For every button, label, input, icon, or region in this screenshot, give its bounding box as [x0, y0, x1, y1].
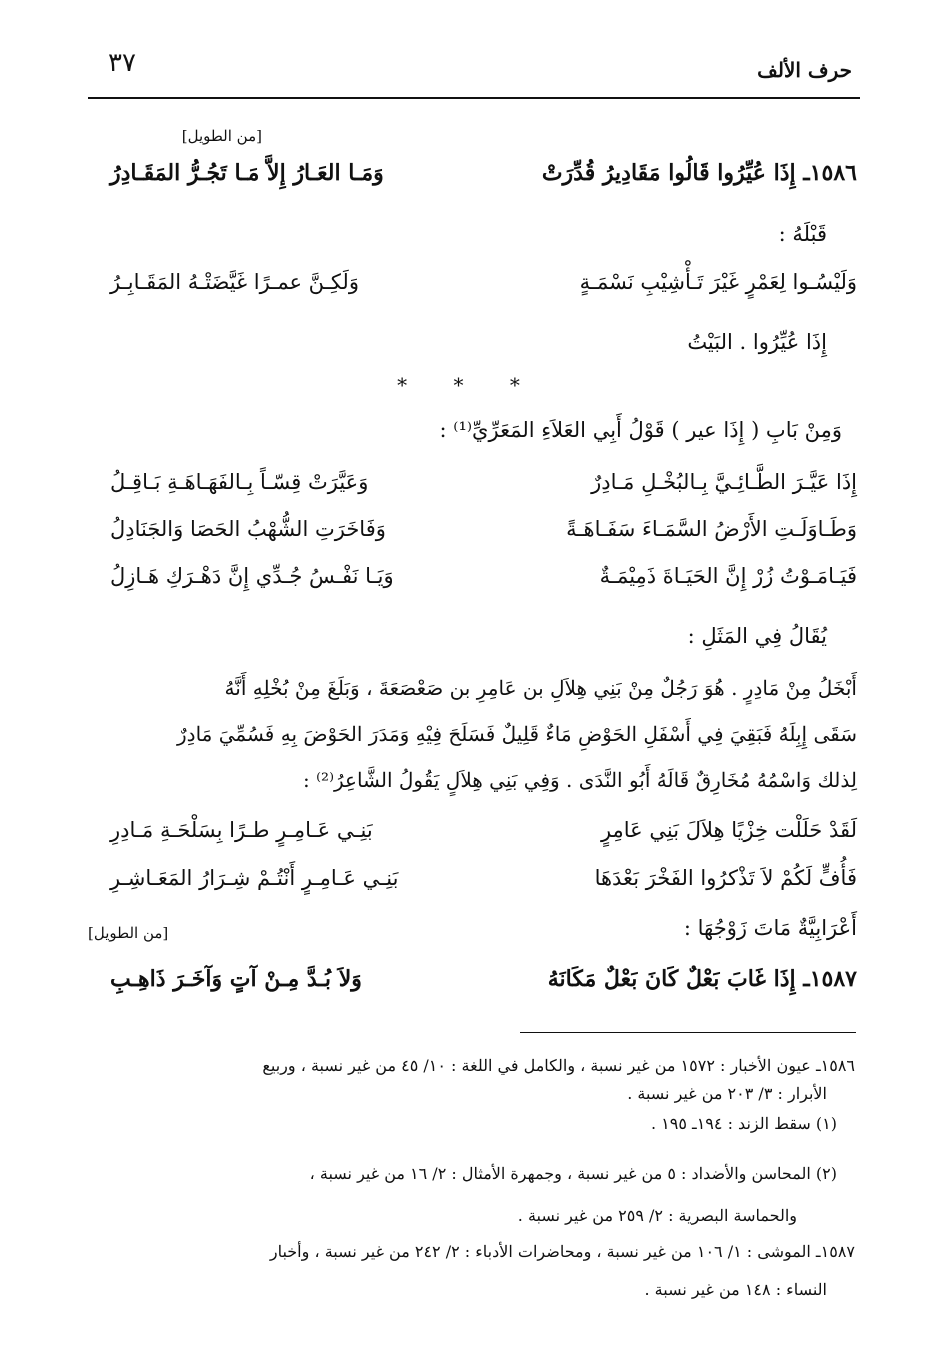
- hemistich-left: وَمَـا العَـارُ إِلاَّ مَـا تَجُـرُّ المَقَـادِرُ: [110, 160, 384, 186]
- hemistich-left: وَلَكِـنَّ عمـرًا غَيَّضَتْـهُ المَقَـابِـرُ: [110, 270, 359, 294]
- running-title: حرف الألف: [757, 58, 852, 82]
- verse-1587: [80, 966, 857, 1002]
- hemistich-right: إِذَا عَيَّـرَ الطَّـائِـيَّ بِـالبُخْـلِ مَـادِرٌ: [591, 470, 857, 494]
- idha-line: إِذَا عُيِّرُوا . البَيْتُ: [687, 330, 827, 354]
- footnote-1586-line-2: الأبرار : ٣/ ٢٠٣ من غير نسبة .: [627, 1084, 827, 1103]
- hemistich-right: وَطَـاوَلَـتِ الأَرْضُ السَّمَـاءَ سَفَـاهَـةً: [566, 517, 857, 541]
- footnote-2-line-2: والحماسة البصرية : ٢/ ٢٥٩ من غير نسبة .: [517, 1206, 797, 1225]
- meter-label: [من الطويل]: [181, 127, 262, 145]
- maarri-verse-2: [80, 517, 857, 553]
- maarri-intro: وَمِنْ بَابِ ( إِذَا عير ) قَوْلُ أَبِي العَلاَءِ المَعَرِّيِّ⁽¹⁾ :: [439, 418, 842, 442]
- mathal-para-line-1: أَبْخَلُ مِنْ مَادِرٍ . هُوَ رَجُلٌ مِنْ بَنِي هِلاَلِ بن عَامِرِ بن صَعْصَعَةَ ، وَبَلَغَ مِنْ بُخْلِهِ أَنَّهُ: [224, 676, 857, 700]
- hilal-verse-2: [80, 866, 857, 902]
- verse-1586: [80, 160, 857, 196]
- header-rule: [88, 97, 860, 99]
- mathal-para-line-2: سَقَى إِبِلَهُ فَبَقِيَ فِي أَسْفَلِ الحَوْضِ مَاءٌ قَلِيلٌ فَسَلَحَ فِيْهِ وَمَدَرَ الحَوْضَ بِهِ فَسُمِّيَ مَادِرٌ: [177, 722, 857, 746]
- footnote-1587-line-1: ١٥٨٧ـ الموشى : ١/ ١٠٦ من غير نسبة ، ومحاضرات الأدباء : ٢/ ٢٤٢ من غير نسبة ، وأخبار: [269, 1242, 855, 1261]
- hemistich-left: بَنِـي عَـامِـرٍ طـرًا بِسَلْحَـةِ مَـادِرِ: [110, 818, 373, 842]
- hemistich-right: وَلَيْسُـوا لِعَمْرٍ غَيْرَ تَـأْشِيْبِ نَسْمَـةٍ: [579, 270, 857, 294]
- hemistich-right: لَقَدْ حَلَلْت خِزْيًا هِلاَلَ بَنِي عَامِرٍ: [600, 818, 857, 842]
- footnote-2-line-1: (٢) المحاسن والأضداد : ٥ من غير نسبة ، وجمهرة الأمثال : ٢/ ١٦ من غير نسبة ،: [309, 1164, 837, 1183]
- qablahu-line: قَبْلَهُ :: [778, 222, 827, 246]
- verse-prev: [80, 270, 857, 306]
- page-number: ٣٧: [108, 48, 136, 78]
- arabiyya-line: أَعْرَابِيَّةٌ مَاتَ زَوْجُهَا :: [683, 916, 857, 940]
- section-stars: * * *: [397, 373, 540, 397]
- footnote-1586-line-1: ١٥٨٦ـ عيون الأخبار : ١٥٧٢ من غير نسبة ، والكامل في اللغة : ١٠/ ٤٥ من غير نسبة ، وربيع: [262, 1056, 855, 1075]
- mathal-para-line-3: لِذلك وَاسْمُهُ مُخَارِقٌ قَالَهُ أَبُو النَّدَى . وَفِي بَنِي هِلاَلٍ يَقُولُ الشَّاعِرُ⁽²⁾ :: [303, 768, 857, 792]
- hemistich-right: فَأُفٍّ لَكُمْ لاَ تَذْكرُوا الفَخْرَ بَعْدَهَا: [594, 866, 857, 890]
- footnote-1587-line-2: النساء : ١٤٨ من غير نسبة .: [644, 1280, 827, 1299]
- footnote-rule: [520, 1032, 856, 1033]
- maarri-verse-3: [80, 564, 857, 600]
- hemistich-right: ١٥٨٦ـ إِذَا عُيِّرُوا قَالُوا مَقَادِيرُ قُدِّرَتْ: [541, 160, 857, 186]
- meter-label: [من الطويل]: [88, 924, 169, 942]
- hemistich-right: فَيَـامَـوْتُ زُرْ إِنَّ الحَيَـاةَ ذَمِيْمَـةٌ: [599, 564, 857, 588]
- hemistich-right: ١٥٨٧ـ إِذَا غَابَ بَعْلٌ كَانَ بَعْلٌ مَكَانَهُ: [547, 966, 857, 992]
- footnote-1: (١) سقط الزند : ١٩٤ـ ١٩٥ .: [650, 1114, 837, 1133]
- hemistich-left: وَعَيَّرَتْ قِسّـاً بِـالفَهَـاهَـةِ بَـاقِـلُ: [110, 470, 369, 494]
- hemistich-left: وَيَـا نَفْـسُ جُـدِّي إِنَّ دَهْـرَكِ هَـازِلُ: [110, 564, 394, 588]
- hemistich-left: وَلاَ بُـدَّ مِـنْ آتٍ وَآخَـرَ ذَاهِـبِ: [110, 966, 362, 992]
- hemistich-left: وَفَاخَرَتِ الشُّهْبُ الحَصَا وَالجَنَادِلُ: [110, 517, 386, 541]
- hilal-verse-1: [80, 818, 857, 854]
- mathal-heading: يُقَالُ فِي المَثَلِ :: [687, 624, 827, 648]
- maarri-verse-1: [80, 470, 857, 506]
- hemistich-left: بَنِـي عَـامِـرٍ أَنْتُـمْ شِـرَارُ المَعَـاشِـرِ: [110, 866, 399, 890]
